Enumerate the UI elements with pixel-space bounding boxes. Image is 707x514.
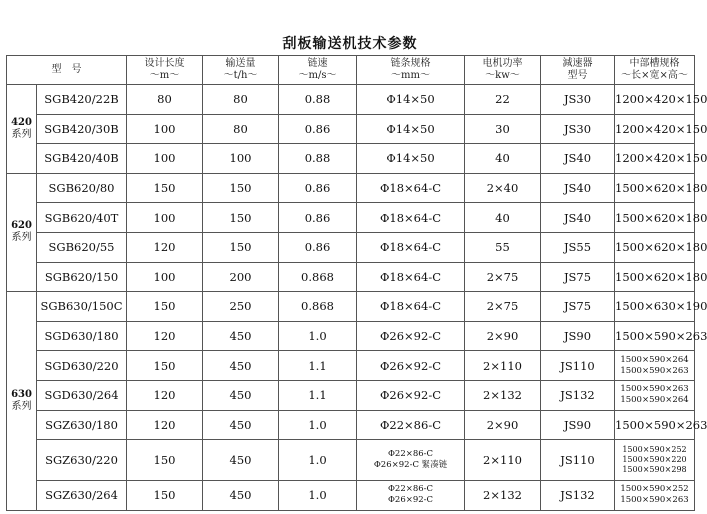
- chain-line: Φ26×92-C: [379, 388, 441, 403]
- model-cell: SGB620/40T: [37, 203, 127, 233]
- reducer-cell: JS132: [541, 380, 615, 410]
- trough-cell: [615, 321, 707, 351]
- trough-line: 1500×590×252: [622, 445, 687, 455]
- table-row: [7, 173, 695, 203]
- reducer-cell: JS40: [541, 203, 615, 233]
- capacity-cell: 450: [203, 410, 279, 440]
- header-length-name: 设计长度: [144, 58, 185, 69]
- chain-line: Φ26×92-C: [379, 329, 441, 344]
- capacity-cell: 250: [203, 292, 279, 322]
- speed-cell: 1.1: [279, 380, 357, 410]
- model-cell: SGB620/55: [37, 232, 127, 262]
- header-trough-name: 中部槽规格: [629, 58, 680, 69]
- header-power-name: 电机功率: [482, 58, 523, 69]
- power-cell: 2×132: [465, 481, 541, 511]
- power-cell: 2×40: [465, 173, 541, 203]
- reducer-cell: JS110: [541, 440, 615, 481]
- length-cell: 120: [127, 380, 203, 410]
- trough-line: 1500×590×298: [622, 465, 687, 475]
- trough-line: 1500×590×264: [620, 395, 689, 406]
- trough-line: 1500×590×263: [620, 384, 689, 395]
- trough-line: 1500×620×180: [615, 210, 707, 225]
- header-trough: [615, 56, 695, 85]
- reducer-cell: JS40: [541, 144, 615, 174]
- series-number: 420: [11, 116, 32, 128]
- header-trough-unit: ～长×宽×高～: [621, 70, 688, 81]
- capacity-cell: 100: [203, 144, 279, 174]
- trough-cell: [615, 440, 695, 481]
- chain-line: Φ18×64-C: [379, 181, 441, 196]
- chain-line: Φ22×86-C: [379, 417, 441, 432]
- chain-line: Φ26×92-C: [387, 495, 434, 506]
- table-row: [7, 114, 695, 144]
- length-cell: 150: [127, 292, 203, 322]
- chain-cell: [357, 144, 465, 174]
- model-cell: SGB420/30B: [37, 114, 127, 144]
- chain-cell: [357, 85, 465, 115]
- length-cell: 150: [127, 440, 203, 481]
- trough-cell: [615, 85, 707, 115]
- chain-cell: [357, 440, 465, 481]
- header-speed-name: 链速: [307, 58, 328, 69]
- spec-table: [6, 55, 707, 511]
- trough-line: 1200×420×150: [615, 121, 707, 136]
- trough-line: 1500×590×263: [620, 365, 689, 376]
- power-cell: 30: [465, 114, 541, 144]
- speed-cell: 0.86: [279, 173, 357, 203]
- power-cell: 22: [465, 85, 541, 115]
- header-speed-unit: ～m/s～: [298, 70, 337, 81]
- chain-line: Φ14×50: [386, 121, 435, 136]
- speed-cell: 1.1: [279, 351, 357, 381]
- capacity-cell: 450: [203, 481, 279, 511]
- power-cell: 2×90: [465, 410, 541, 440]
- trough-line: 1500×590×263: [620, 495, 689, 506]
- model-cell: SGB420/40B: [37, 144, 127, 174]
- chain-cell: [357, 410, 465, 440]
- chain-cell: [357, 380, 465, 410]
- model-cell: SGB420/22B: [37, 85, 127, 115]
- trough-line: 1500×620×180: [615, 269, 707, 284]
- model-cell: SGZ630/220: [37, 440, 127, 481]
- table-row: [7, 321, 695, 351]
- reducer-cell: JS55: [541, 232, 615, 262]
- length-cell: 150: [127, 351, 203, 381]
- header-model: 型 号: [7, 56, 127, 85]
- speed-cell: 1.0: [279, 410, 357, 440]
- chain-line: Φ18×64-C: [379, 269, 441, 284]
- model-cell: SGB620/80: [37, 173, 127, 203]
- table-title: 刮板输送机技术参数: [282, 36, 418, 52]
- chain-cell: [357, 262, 465, 292]
- table-row: [7, 144, 695, 174]
- series-word: 系列: [11, 232, 32, 244]
- length-cell: 100: [127, 262, 203, 292]
- trough-line: 1200×420×150: [615, 92, 707, 107]
- chain-cell: [357, 203, 465, 233]
- model-cell: SGD630/220: [37, 351, 127, 381]
- reducer-cell: JS75: [541, 262, 615, 292]
- model-cell: SGD630/264: [37, 380, 127, 410]
- speed-cell: 0.86: [279, 232, 357, 262]
- header-reducer-unit: 型号: [567, 70, 588, 81]
- power-cell: 40: [465, 203, 541, 233]
- trough-line: 1500×630×190: [615, 299, 707, 314]
- trough-line: 1500×590×220: [622, 455, 687, 465]
- header-power-unit: ～kw～: [485, 70, 520, 81]
- speed-cell: 0.868: [279, 262, 357, 292]
- header-power: [465, 56, 541, 85]
- speed-cell: 1.0: [279, 321, 357, 351]
- reducer-cell: JS30: [541, 114, 615, 144]
- chain-cell: [357, 351, 465, 381]
- length-cell: 150: [127, 481, 203, 511]
- speed-cell: 0.868: [279, 292, 357, 322]
- speed-cell: 1.0: [279, 440, 357, 481]
- trough-cell: [615, 232, 707, 262]
- reducer-cell: JS90: [541, 410, 615, 440]
- trough-cell: [615, 114, 707, 144]
- trough-cell: [615, 173, 707, 203]
- trough-cell: [615, 203, 707, 233]
- chain-line: Φ14×50: [386, 92, 435, 107]
- trough-cell: [615, 481, 695, 511]
- header-length: [127, 56, 203, 85]
- trough-cell: [615, 380, 695, 410]
- capacity-cell: 450: [203, 321, 279, 351]
- series-number: 620: [11, 220, 32, 232]
- power-cell: 40: [465, 144, 541, 174]
- power-cell: 2×75: [465, 262, 541, 292]
- header-row: [7, 56, 695, 85]
- power-cell: 2×110: [465, 351, 541, 381]
- length-cell: 100: [127, 203, 203, 233]
- series-word: 系列: [11, 400, 32, 412]
- trough-line: 1500×590×264: [620, 354, 689, 365]
- chain-cell: [357, 321, 465, 351]
- model-cell: SGZ630/264: [37, 481, 127, 511]
- reducer-cell: JS90: [541, 321, 615, 351]
- table-row: [7, 292, 695, 322]
- chain-cell: [357, 292, 465, 322]
- trough-cell: [615, 351, 695, 381]
- capacity-cell: 150: [203, 173, 279, 203]
- chain-line: Φ14×50: [386, 151, 435, 166]
- speed-cell: 0.86: [279, 203, 357, 233]
- header-chain-unit: ～mm～: [391, 70, 430, 81]
- capacity-cell: 450: [203, 380, 279, 410]
- length-cell: 100: [127, 114, 203, 144]
- trough-line: 1500×590×252: [620, 484, 689, 495]
- trough-line: 1500×620×180: [615, 181, 707, 196]
- capacity-cell: 80: [203, 85, 279, 115]
- header-reducer: [541, 56, 615, 85]
- table-row: [7, 410, 695, 440]
- chain-line: Φ22×86-C: [387, 484, 434, 495]
- table-row: [7, 203, 695, 233]
- trough-cell: [615, 410, 707, 440]
- header-length-unit: ～m～: [149, 70, 180, 81]
- capacity-cell: 150: [203, 203, 279, 233]
- trough-cell: [615, 262, 707, 292]
- capacity-cell: 450: [203, 351, 279, 381]
- capacity-cell: 200: [203, 262, 279, 292]
- length-cell: 120: [127, 410, 203, 440]
- series-label: [7, 292, 37, 511]
- model-cell: SGZ630/180: [37, 410, 127, 440]
- header-chain-name: 链条规格: [390, 58, 431, 69]
- trough-cell: [615, 144, 707, 174]
- model-cell: SGB630/150C: [37, 292, 127, 322]
- chain-line: Φ22×86-C: [387, 449, 434, 460]
- table-row: [7, 232, 695, 262]
- header-speed: [279, 56, 357, 85]
- reducer-cell: JS132: [541, 481, 615, 511]
- power-cell: 2×75: [465, 292, 541, 322]
- length-cell: 120: [127, 321, 203, 351]
- chain-line: Φ18×64-C: [379, 240, 441, 255]
- chain-cell: [357, 481, 465, 511]
- series-label: [7, 173, 37, 291]
- trough-line: 1500×620×180: [615, 240, 707, 255]
- speed-cell: 0.88: [279, 85, 357, 115]
- series-word: 系列: [11, 128, 32, 140]
- chain-line: Φ18×64-C: [379, 299, 441, 314]
- chain-cell: [357, 114, 465, 144]
- table-row: [7, 481, 695, 511]
- series-label: [7, 85, 37, 174]
- power-cell: 2×110: [465, 440, 541, 481]
- table-row: [7, 440, 695, 481]
- reducer-cell: JS75: [541, 292, 615, 322]
- table-row: [7, 85, 695, 115]
- table-row: [7, 262, 695, 292]
- chain-line: Φ26×92-C 緊凑链: [373, 460, 448, 471]
- header-chain: [357, 56, 465, 85]
- trough-line: 1500×590×263: [615, 417, 707, 432]
- power-cell: 55: [465, 232, 541, 262]
- power-cell: 2×90: [465, 321, 541, 351]
- capacity-cell: 450: [203, 440, 279, 481]
- header-capacity-name: 输送量: [225, 58, 256, 69]
- trough-line: 1500×590×263: [615, 329, 707, 344]
- power-cell: 2×132: [465, 380, 541, 410]
- chain-cell: [357, 173, 465, 203]
- header-reducer-name: 減速器: [562, 58, 593, 69]
- reducer-cell: JS110: [541, 351, 615, 381]
- chain-line: Φ26×92-C: [379, 358, 441, 373]
- header-capacity-unit: ～t/h～: [223, 70, 258, 81]
- speed-cell: 0.88: [279, 144, 357, 174]
- table-row: [7, 380, 695, 410]
- series-number: 630: [11, 388, 32, 400]
- length-cell: 120: [127, 232, 203, 262]
- table-row: [7, 351, 695, 381]
- speed-cell: 1.0: [279, 481, 357, 511]
- speed-cell: 0.86: [279, 114, 357, 144]
- header-capacity: [203, 56, 279, 85]
- length-cell: 150: [127, 173, 203, 203]
- model-cell: SGD630/180: [37, 321, 127, 351]
- trough-cell: [615, 292, 707, 322]
- model-cell: SGB620/150: [37, 262, 127, 292]
- reducer-cell: JS40: [541, 173, 615, 203]
- reducer-cell: JS30: [541, 85, 615, 115]
- trough-line: 1200×420×150: [615, 151, 707, 166]
- capacity-cell: 150: [203, 232, 279, 262]
- length-cell: 80: [127, 85, 203, 115]
- table-body: [7, 85, 707, 511]
- chain-cell: [357, 232, 465, 262]
- length-cell: 100: [127, 144, 203, 174]
- capacity-cell: 80: [203, 114, 279, 144]
- chain-line: Φ18×64-C: [379, 210, 441, 225]
